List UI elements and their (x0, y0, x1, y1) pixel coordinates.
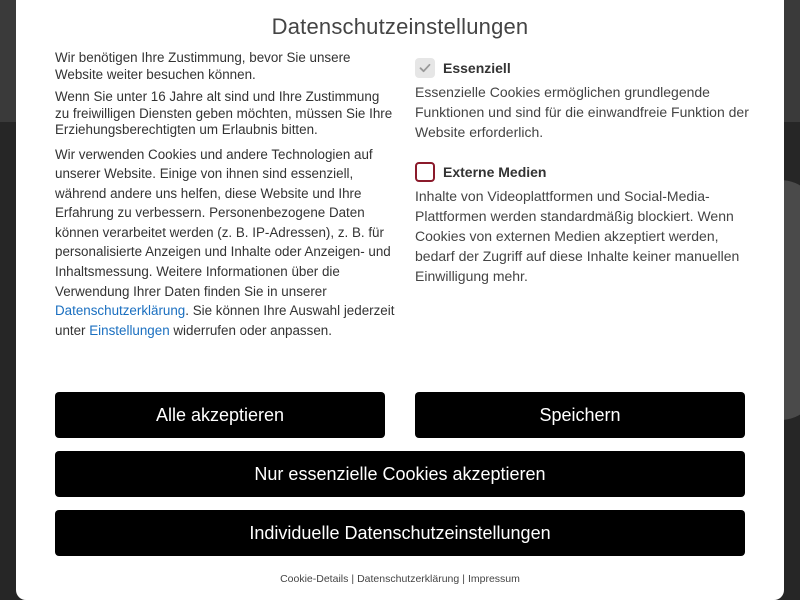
dialog-title: Datenschutzeinstellungen (271, 14, 529, 39)
privacy-policy-link[interactable]: Datenschutzerklärung (55, 303, 186, 319)
main-text-part-b: . Sie können Ihre Auswahl jederzeit unter (55, 303, 395, 338)
option-essential-description: Essenzielle Cookies ermöglichen grundlegende Funktionen und sind für die einwandfreie Funktion der Website erforderlich. (415, 84, 749, 140)
check-icon (418, 61, 432, 75)
main-text-part-c: widerrufen oder anpassen. (169, 322, 332, 338)
intro-age-text: Wenn Sie unter 16 Jahre alt sind und Ihre Zustimmung zu freiwilligen Diensten geben möchten, müssen Sie Ihre Erziehungsberechtigten um Erlaubnis bitten. (55, 89, 393, 137)
option-external-media (415, 162, 755, 286)
privacy-dialog (16, 0, 784, 600)
main-info-text (55, 145, 395, 341)
cookie-details-link[interactable]: Cookie-Details (280, 573, 349, 585)
save-button[interactable]: Speichern (415, 392, 745, 438)
consent-options (415, 58, 755, 286)
intro-consent-text: Wir benötigen Ihre Zustimmung, bevor Sie unsere Website weiter besuchen können. (55, 50, 351, 82)
main-text-part-a: Wir verwenden Cookies und andere Technologien auf unserer Website. Einige von ihnen sind essenziell, während andere uns helfen, diese Website und Ihre Erfahrung zu verbessern. Personenbezogene Daten können verarbeitet werden (z. B. IP-Adressen), z. B. für personalisierte Anzeigen und Inhalte oder Anzeigen- und Inhaltsmessung. Weitere Informationen über die Verwendung Ihrer Daten finden Sie in unserer (55, 146, 391, 299)
dialog-text-column (55, 50, 395, 346)
option-essential (415, 58, 755, 142)
dialog-footer (16, 573, 784, 585)
individual-settings-button[interactable]: Individuelle Datenschutzeinstellungen (55, 510, 745, 556)
option-external-description: Inhalte von Videoplattformen und Social-Media-Plattformen werden standardmäßig blockiert. Wenn Cookies von externen Medien akzeptiert werden, bedarf der Zugriff auf diese Inhalte keiner manuellen Einwilligung mehr. (415, 188, 740, 284)
imprint-link[interactable]: Impressum (467, 573, 520, 585)
option-essential-header (415, 58, 755, 78)
option-essential-label: Essenziell (443, 60, 511, 76)
essential-checkbox[interactable] (415, 58, 435, 78)
external-media-checkbox[interactable] (415, 162, 435, 182)
settings-link[interactable]: Einstellungen (89, 322, 170, 338)
footer-privacy-link[interactable]: Datenschutzerklärung (357, 573, 460, 585)
accept-essential-button[interactable]: Nur essenzielle Cookies akzeptieren (55, 451, 745, 497)
option-external-header (415, 162, 755, 182)
footer-separator: | (351, 573, 355, 585)
option-external-label: Externe Medien (443, 164, 547, 180)
accept-all-button[interactable]: Alle akzeptieren (55, 392, 385, 438)
footer-separator: | (462, 573, 465, 585)
